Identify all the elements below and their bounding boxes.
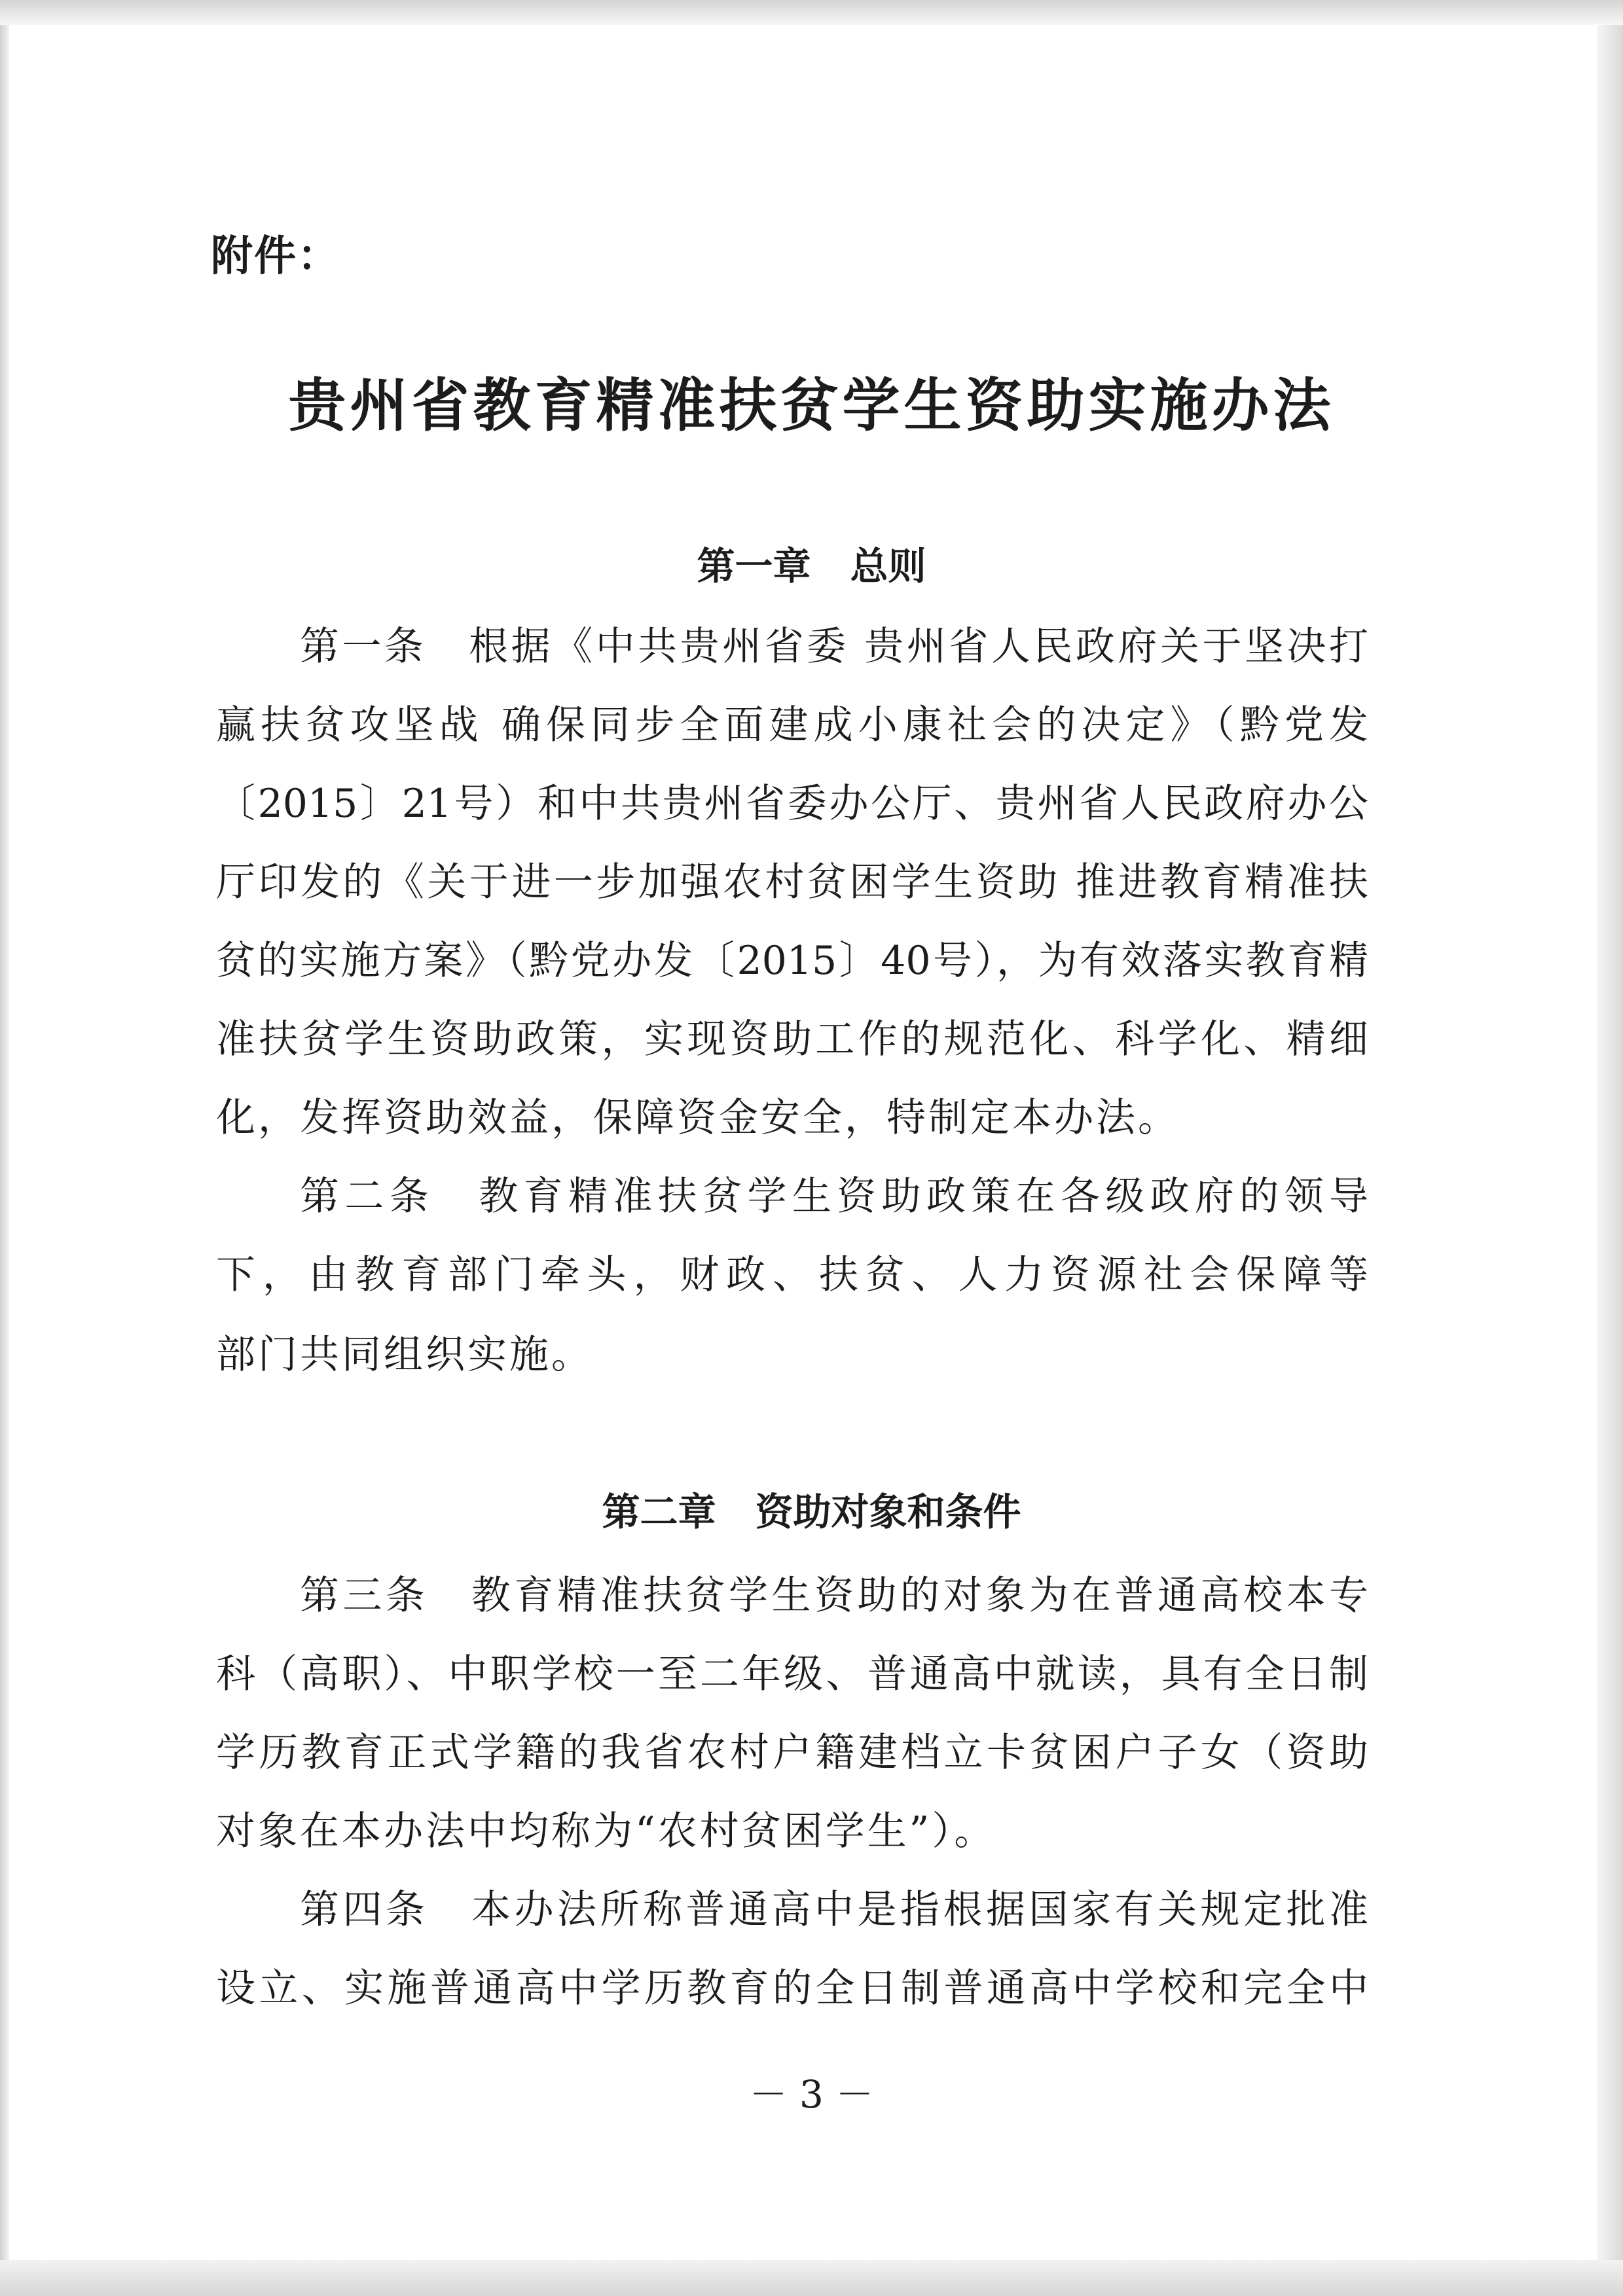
article-1-line: 化，发挥资助效益，保障资金安全，特制定本办法。 — [216, 1095, 1180, 1141]
scan-edge-bottom — [0, 2260, 1623, 2296]
chapter-2-name: 资助对象和条件 — [755, 1490, 1021, 1534]
article-1-line: 第一条 根据《中共贵州省委 贵州省人民政府关于坚决打 — [300, 624, 1368, 670]
article-1-line: 厅印发的《关于进一步加强农村贫困学生资助 推进教育精准扶 — [216, 859, 1368, 905]
chapter-2-heading — [0, 1486, 1623, 1538]
scan-edge-right — [1597, 0, 1623, 2296]
article-3-line: 科（高职）、中职学校一至二年级、普通高中就读，具有全日制 — [216, 1651, 1368, 1697]
article-3-line: 学历教育正式学籍的我省农村户籍建档立卡贫困户子女（资助 — [216, 1730, 1368, 1776]
chapter-1-name: 总则 — [850, 544, 926, 588]
article-4-line: 设立、实施普通高中学历教育的全日制普通高中学校和完全中 — [216, 1965, 1368, 2011]
chapter-2-number: 第二章 — [602, 1490, 716, 1534]
article-1-line: 准扶贫学生资助政策，实现资助工作的规范化、科学化、精细 — [216, 1016, 1368, 1062]
article-1-line: 〔2015〕21号）和中共贵州省委办公厅、贵州省人民政府办公 — [216, 781, 1368, 827]
article-1-line: 贫的实施方案》（黔党办发〔2015〕40号），为有效落实教育精 — [216, 938, 1368, 984]
chapter-1-number: 第一章 — [697, 544, 811, 588]
article-4-line: 第四条 本办法所称普通高中是指根据国家有关规定批准 — [300, 1887, 1368, 1933]
article-2-line: 下，由教育部门牵头，财政、扶贫、人力资源社会保障等 — [216, 1252, 1368, 1298]
attachment-label: 附件： — [211, 232, 340, 281]
page-number: － 3 － — [749, 2072, 874, 2117]
scan-edge-left — [0, 0, 9, 2296]
scan-edge-top — [0, 0, 1623, 25]
chapter-1-heading — [0, 540, 1623, 592]
article-3-line: 对象在本办法中均称为“农村贫困学生”）。 — [216, 1808, 996, 1854]
article-2-line: 第二条 教育精准扶贫学生资助政策在各级政府的领导 — [300, 1174, 1368, 1219]
article-1-line: 赢扶贫攻坚战 确保同步全面建成小康社会的决定》（黔党发 — [216, 702, 1368, 748]
article-2-line: 部门共同组织实施。 — [216, 1332, 593, 1378]
document-title: 贵州省教育精准扶贫学生资助实施办法 — [288, 372, 1335, 439]
article-3-line: 第三条 教育精准扶贫学生资助的对象为在普通高校本专 — [300, 1573, 1368, 1619]
